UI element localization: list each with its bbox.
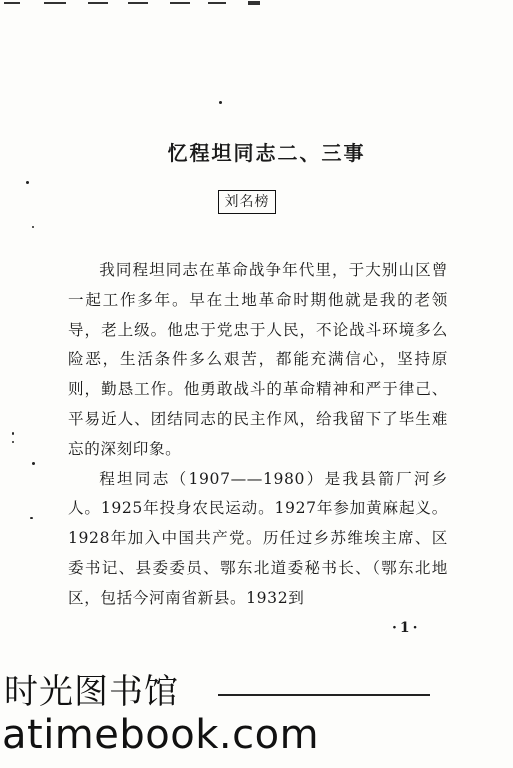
top-border-dashes [4,2,264,6]
watermark-name: 时光图书馆 [4,672,179,712]
scan-speck [12,432,14,435]
scan-speck [12,441,14,443]
scan-speck [30,517,33,519]
scan-speck [26,181,29,184]
author-name: 刘名榜 [218,190,276,214]
watermark-url: atimebook.com [2,712,320,758]
paragraph: 程坦同志（1907——1980）是我县箭厂河乡人。1925年投身农民运动。1927年参加黄麻起义。1928年加入中国共产党。历任过乡苏维埃主席、区委书记、县委委员、鄂东北道委秘书长、（鄂东北地区，包括今河南省新县。1932到 [68,469,448,607]
watermark-divider [218,694,430,696]
watermark [0,664,513,768]
scan-speck [219,101,222,104]
paragraph: 我同程坦同志在革命战争年代里，于大别山区曾一起工作多年。早在土地革命时期他就是我的老领导，老上级。他忠于党忠于人民，不论战斗环境多么险恶，生活条件多么艰苦，都能充满信心，坚持原则，勤恳工作。他勇敢战斗的革命精神和严于律己、平易近人、团结同志的民主作风，给我留下了毕生难忘的深刻印象。 [68,261,448,458]
page-title: 忆程坦同志二、三事 [167,141,366,165]
body-text [68,256,448,614]
scan-speck [32,226,34,228]
page-number: ·1· [392,620,421,636]
scan-speck [32,462,35,465]
